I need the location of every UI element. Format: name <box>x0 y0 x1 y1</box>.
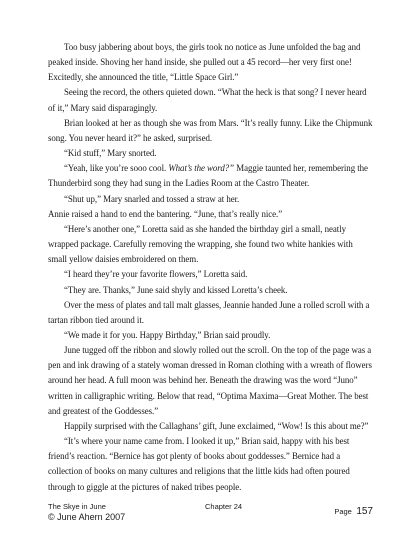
paragraph: Brian looked at her as though she was from Mars. “It’s really funny. Like the Chipmunk song. You never heard it?” he asked, surprised. <box>48 117 373 143</box>
paragraph: “Kid stuff,” Mary snorted. <box>64 148 157 159</box>
paragraph: Annie raised a hand to end the bantering. “June, that’s really nice.” <box>48 208 283 219</box>
paragraph: June tugged off the ribbon and slowly rolled out the scroll. On the top of the page was a pen and ink drawing of a stately woman dressed in Roman clothing with a wreath of flowers around her head. A full moon was behind her. Beneath the drawing was the word “Juno” written in calligraphic writing. Below that read, “Optima Maxima—Great Mother. The best and greatest of the Goddesses.” <box>48 345 372 416</box>
copyright-notice: © June Ahern 2007 <box>48 512 126 522</box>
page-number: 157 <box>356 506 373 517</box>
paragraph: Happily surprised with the Callaghans’ gift, June exclaimed, “Wow! Is this about me?” <box>64 420 369 431</box>
paragraph: “We made it for you. Happy Birthday,” Brian said proudly. <box>64 329 271 340</box>
paragraph: “It’s where your name came from. I looked it up,” Brian said, happy with his best friend’s reaction. “Bernice has got plenty of books about goddesses.” Bernice had a collection of books on many cultures and religions that the little kids had often poured through to giggle at the pictures of naked tribes people. <box>48 436 350 492</box>
paragraph: Too busy jabbering about boys, the girls took no notice as June unfolded the bag and peaked inside. Shoving her hand inside, she pulled out a 45 record—her very first one! Excitedly, she announced the title, “Little Space Girl.” <box>48 42 361 83</box>
paragraph <box>48 161 373 191</box>
page-number-block <box>334 501 373 519</box>
paragraph-italic-text: What’s the word?” <box>168 163 235 174</box>
paragraph: “Shut up,” Mary snarled and tossed a straw at her. <box>64 193 240 204</box>
paragraph: “They are. Thanks,” June said shyly and kissed Loretta’s cheek. <box>64 284 288 295</box>
chapter-label: Chapter 24 <box>205 502 243 511</box>
page-label: Page <box>334 507 352 516</box>
page-footer <box>48 502 373 532</box>
paragraph: “Here’s another one,” Loretta said as she handed the birthday girl a small, neatly wrapped package. Carefully removing the wrapping, she found two white hankies with small yellow daisies embroidered on them. <box>48 223 353 265</box>
chapter-body <box>48 40 373 495</box>
paragraph: “I heard they’re your favorite flowers,” Loretta said. <box>64 269 248 280</box>
paragraph-text: Maggie taunted her, remembering the Thunderbird song they had sung in the Ladies Room at the Castro Theater. <box>48 163 368 189</box>
paragraph: Over the mess of plates and tall malt glasses, Jeannie handed June a rolled scroll with a tartan ribbon tied around it. <box>48 299 370 325</box>
paragraph-text: “Yeah, like you’re sooo cool. <box>64 163 169 174</box>
book-title: The Skye in June <box>48 502 106 511</box>
paragraph: Seeing the record, the others quieted down. “What the heck is that song? I never heard of it,” Mary said disparagingly. <box>48 87 367 113</box>
